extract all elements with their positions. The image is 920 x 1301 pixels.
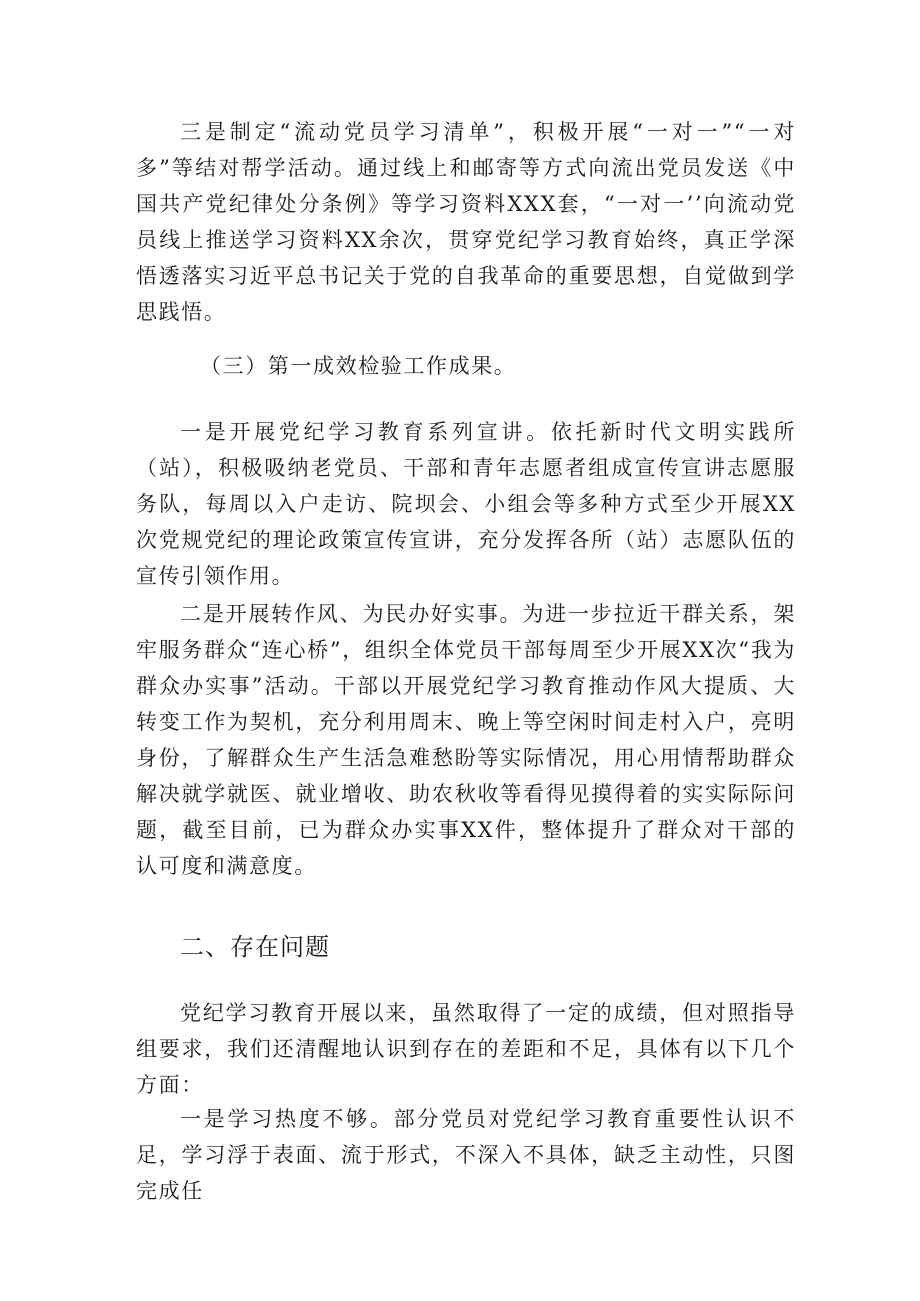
paragraph-study-list: 三是制定“流动党员学习清单”，积极开展“一对一”“一对多”等结对帮学活动。通过线上和邮寄等方式向流出党员发送《中国共产党纪律处分条例》等学习资料XXX套，“一对一’’向流动党员线上推送学习资料XX余次，贯穿党纪学习教育始终，真正学深悟透落实习近平总书记关于党的自我革命的重要思想，自觉做到学思践悟。 <box>136 120 796 324</box>
paragraph-study-enthusiasm: 一是学习热度不够。部分党员对党纪学习教育重要性认识不足，学习浮于表面、流于形式，不深入不具体，缺乏主动性，只图完成任 <box>136 1107 796 1203</box>
section-heading-problems: 二、存在问题 <box>180 933 330 961</box>
paragraph-problems-intro: 党纪学习教育开展以来，虽然取得了一定的成绩，但对照指导组要求，我们还清醒地认识到存在的差距和不足，具体有以下几个方面： <box>136 1001 796 1097</box>
paragraph-practical-deeds: 二是开展转作风、为民办好实事。为进一步拉近干群关系，架牢服务群众“连心桥”，组织全体党员干部每周至少开展XX次“我为群众办实事”活动。干部以开展党纪学习教育推动作风大提质、大转变工作为契机，充分利用周末、晚上等空闲时间走村入户，亮明身份，了解群众生产生活急难愁盼等实际情况，用心用情帮助群众解决就学就医、就业增收、助农秋收等看得见摸得着的实实际际问题，截至目前，已为群众办实事XX件，整体提升了群众对干部的认可度和满意度。 <box>136 602 796 878</box>
paragraph-lecture-series: 一是开展党纪学习教育系列宣讲。依托新时代文明实践所（站），积极吸纳老党员、干部和青年志愿者组成宣传宣讲志愿服务队，每周以入户走访、院坝会、小组会等多种方式至少开展XX次党规党纪的理论政策宣传宣讲，充分发挥各所（站）志愿队伍的宣传引领作用。 <box>136 420 796 588</box>
subheading-results: （三）第一成效检验工作成果。 <box>200 354 517 378</box>
